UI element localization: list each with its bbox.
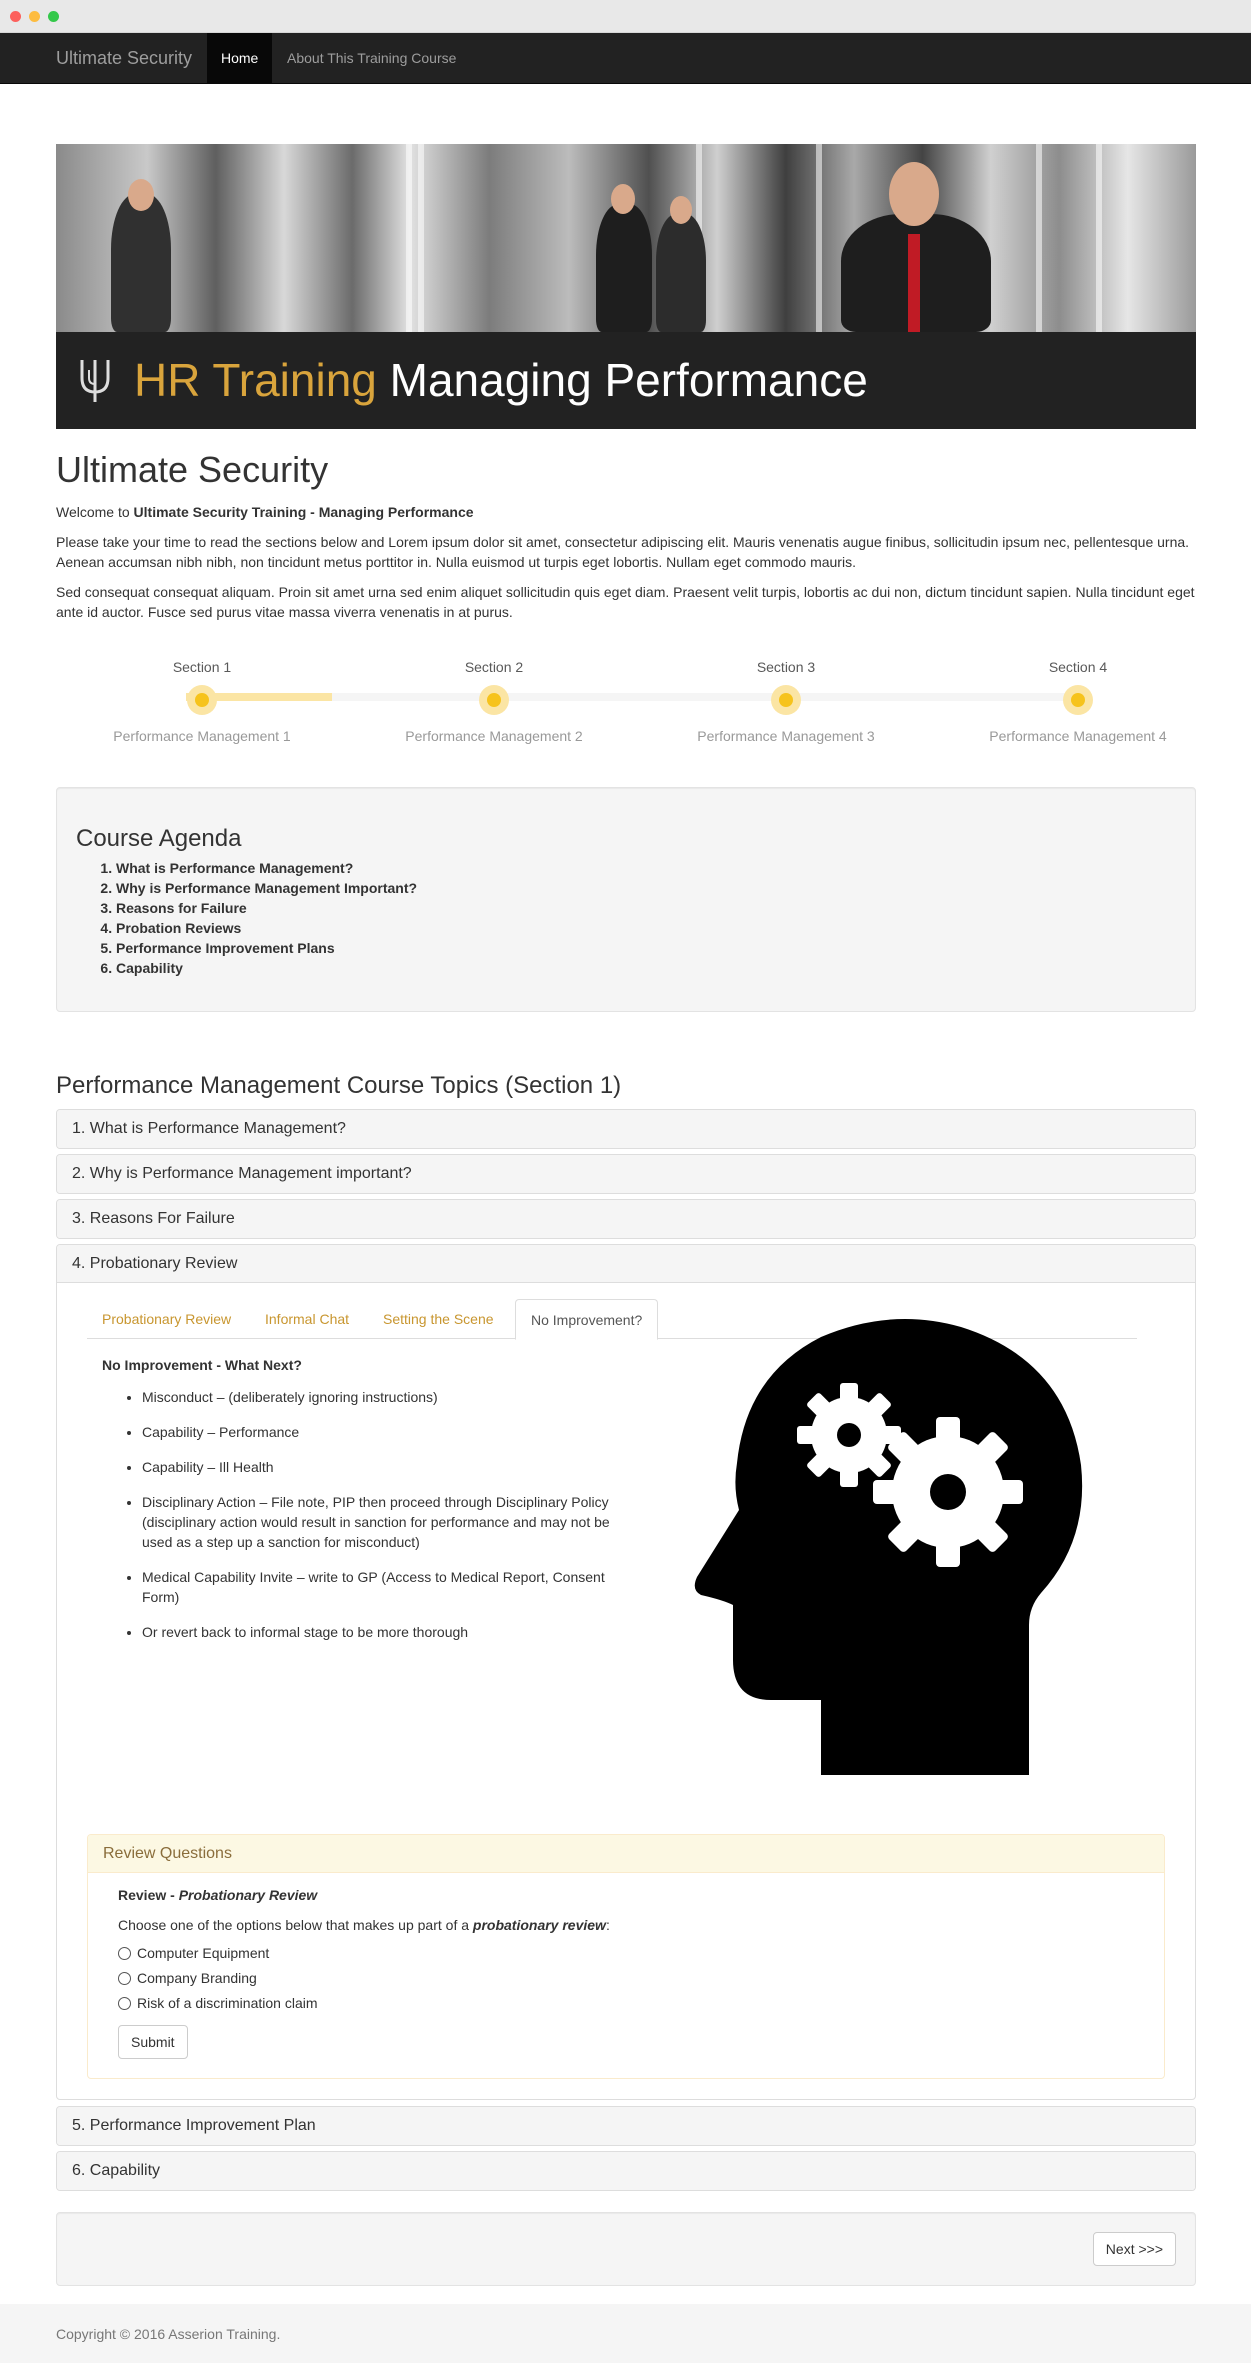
agenda-item: 5. Performance Improvement Plans [116,938,1176,958]
tab-content [102,1355,642,1657]
course-agenda-well [56,787,1196,1012]
step-description: Performance Management 1 [113,728,291,744]
step-1[interactable] [56,655,348,744]
accordion-panel-6[interactable] [56,2151,1196,2191]
content-heading: No Improvement - What Next? [102,1357,302,1373]
hero-photo [56,144,1196,332]
step-title: Section 4 [1048,659,1108,675]
question-keyword: probationary review [472,1917,606,1933]
answer-label: Risk of a discrimination claim [137,1995,318,2012]
intro-section [56,448,1196,632]
hero-title-rest: Managing Performance [389,354,868,406]
nav-home-link[interactable]: Home [207,33,272,84]
question-prefix: Choose one of the options below that makes up part of a [118,1917,473,1933]
review-question [118,1915,1134,1935]
review-title-topic: Probationary Review [178,1887,318,1903]
review-questions-panel [87,1834,1165,2079]
answer-option[interactable] [118,1991,1134,2016]
next-button[interactable]: Next >>> [1093,2232,1176,2266]
accordion-panel-5[interactable] [56,2106,1196,2146]
radio-button[interactable] [118,1972,131,1985]
copyright-text: Copyright © 2016 Asserion Training. [56,2326,281,2342]
footer [0,2304,1251,2363]
tab-setting-the-scene[interactable]: Setting the Scene [383,1311,494,1327]
step-description: Performance Management 4 [989,728,1167,744]
top-navbar [0,33,1251,84]
intro-paragraph: Sed consequat consequat aliquam. Proin sit amet urna sed enim aliquet sollicitudin quis eget diam. Praesent velit turpis, lobortis ac dui non, dictum tincidunt sapien. Nulla tincidunt eget ante id auctor. Fusce sed purus vitae massa viverra venenatis in at purus. [56,584,1195,620]
step-description: Performance Management 2 [405,728,583,744]
answer-option[interactable] [118,1941,1134,1966]
agenda-item: 4. Probation Reviews [116,918,1176,938]
step-description: Performance Management 3 [697,728,875,744]
intro-paragraph: Please take your time to read the sections below and Lorem ipsum dolor sit amet, consectetur adipiscing elit. Mauris venenatis augue finibus, sollicitudin ipsum nec, pellentesque urna. Aenean accumsan nibh nibh, non tincidunt metus porttitor in. Nulla euismod ut turpis eget lobortis. Nullam eget commodo mauris. [56,534,1190,570]
topics-title: Performance Management Course Topics (Section 1) [56,1072,622,1099]
tab-no-improvement[interactable]: No Improvement? [515,1299,658,1340]
content-bullet: • Misconduct – (deliberately ignoring instructions) [142,1387,642,1407]
hero-title [134,350,868,410]
review-title [118,1885,1134,1905]
radio-button[interactable] [118,1947,131,1960]
page-title: Ultimate Security [56,449,329,490]
step-title: Section 1 [172,659,232,675]
hero-title-band [56,332,1196,429]
review-body [88,1873,1164,2071]
radio-button[interactable] [118,1997,131,2010]
accordion-panel-2[interactable] [56,1154,1196,1194]
welcome-text [56,502,1196,522]
pager-well [56,2212,1196,2286]
nav-about-link[interactable]: About This Training Course [287,50,457,66]
step-dot[interactable] [1063,685,1093,715]
content-bullet: • Disciplinary Action – File note, PIP then proceed through Disciplinary Policy (disciplinary action would result in sanction for performance and may not be used as a step up a sanction for misconduct) [142,1492,642,1552]
minimize-window-icon[interactable] [29,11,40,22]
content-bullets [102,1387,642,1642]
tab-probationary-review[interactable]: Probationary Review [102,1311,232,1327]
panel-heading[interactable]: 6. Capability [57,2152,1195,2190]
hero-title-accent: HR Training [134,354,377,406]
section-progress-stepper [56,655,1196,755]
agenda-list [76,858,1176,978]
step-2[interactable] [348,655,640,744]
panel-heading[interactable]: 3. Reasons For Failure [57,1200,1195,1238]
maximize-window-icon[interactable] [48,11,59,22]
answer-label: Company Branding [137,1970,257,1987]
navbar-brand[interactable]: Ultimate Security [56,48,193,68]
step-3[interactable] [640,655,932,744]
step-title: Section 2 [464,659,524,675]
agenda-item: 2. Why is Performance Management Important? [116,878,1176,898]
step-dot[interactable] [771,685,801,715]
content-bullet: • Or revert back to informal stage to be more thorough [142,1622,642,1642]
close-window-icon[interactable] [10,11,21,22]
panel-heading[interactable]: 4. Probationary Review [57,1245,1195,1283]
agenda-item: 1. What is Performance Management? [116,858,1176,878]
content-bullet: • Capability – Ill Health [142,1457,642,1477]
welcome-course-name: Ultimate Security Training - Managing Performance [133,504,474,520]
submit-button[interactable]: Submit [118,2025,188,2059]
accordion-panel-1[interactable] [56,1109,1196,1149]
tab-informal-chat[interactable]: Informal Chat [265,1311,350,1327]
content-bullet: • Capability – Performance [142,1422,642,1442]
step-title: Section 3 [756,659,816,675]
panel-heading[interactable]: 1. What is Performance Management? [57,1110,1195,1148]
step-4[interactable] [932,655,1224,744]
review-title-prefix: Review - [118,1887,179,1903]
head-with-gears-icon [691,1315,1091,1775]
accordion-panel-4 [56,1244,1196,2100]
panel-heading[interactable]: 2. Why is Performance Management important? [57,1155,1195,1193]
agenda-item: 6. Capability [116,958,1176,978]
welcome-prefix: Welcome to [56,504,134,520]
step-dot[interactable] [187,685,217,715]
question-suffix: : [605,1917,610,1933]
review-heading: Review Questions [88,1835,1164,1873]
panel-heading[interactable]: 5. Performance Improvement Plan [57,2107,1195,2145]
answer-label: Computer Equipment [137,1945,270,1962]
accordion-panel-3[interactable] [56,1199,1196,1239]
content-bullet: • Medical Capability Invite – write to GP (Access to Medical Report, Consent Form) [142,1567,642,1607]
answer-option[interactable] [118,1966,1134,1991]
agenda-title: Course Agenda [76,825,242,852]
step-dot[interactable] [479,685,509,715]
trident-logo [78,358,112,404]
hero-banner [56,144,1196,429]
agenda-item: 3. Reasons for Failure [116,898,1176,918]
browser-titlebar [0,0,1251,33]
